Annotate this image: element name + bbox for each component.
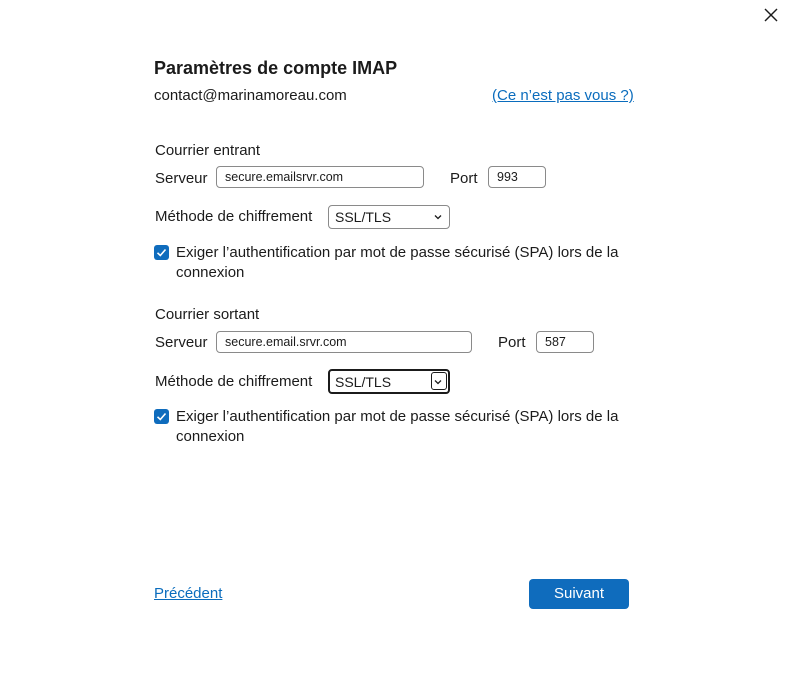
checkmark-icon [154, 245, 169, 260]
incoming-server-label: Serveur [155, 170, 208, 187]
outgoing-encryption-select[interactable] [328, 369, 450, 394]
outgoing-port-label: Port [498, 334, 526, 351]
previous-link[interactable]: Précédent [154, 585, 223, 602]
outgoing-server-input[interactable] [216, 331, 472, 353]
account-email: contact@marinamoreau.com [154, 87, 347, 104]
not-you-link[interactable]: (Ce n’est pas vous ?) [492, 87, 634, 104]
incoming-spa-checkbox[interactable] [154, 245, 169, 260]
close-icon [760, 4, 782, 26]
chevron-down-icon [432, 376, 444, 388]
outgoing-server-label: Serveur [155, 334, 208, 351]
checkmark-icon [154, 409, 169, 424]
outgoing-spa-label: Exiger l’authentification par mot de passe sécurisé (SPA) lors de la connexion [176, 408, 619, 445]
next-button[interactable]: Suivant [529, 579, 629, 609]
incoming-encryption-label: Méthode de chiffrement [155, 208, 313, 225]
close-button[interactable] [760, 4, 782, 26]
outgoing-encryption-label: Méthode de chiffrement [155, 373, 313, 390]
incoming-encryption-value: SSL/TLS [335, 209, 392, 225]
incoming-encryption-select[interactable] [328, 205, 450, 229]
incoming-spa-label: Exiger l’authentification par mot de passe sécurisé (SPA) lors de la connexion [176, 244, 619, 281]
dialog-title: Paramètres de compte IMAP [154, 58, 398, 78]
outgoing-section-label: Courrier sortant [155, 306, 260, 323]
outgoing-spa-checkbox[interactable] [154, 409, 169, 424]
incoming-port-input[interactable] [488, 166, 546, 188]
incoming-server-input[interactable] [216, 166, 424, 188]
incoming-port-label: Port [450, 170, 478, 187]
chevron-down-icon [432, 211, 444, 223]
outgoing-port-input[interactable] [536, 331, 594, 353]
incoming-section-label: Courrier entrant [155, 142, 261, 159]
outgoing-encryption-value: SSL/TLS [335, 374, 392, 390]
